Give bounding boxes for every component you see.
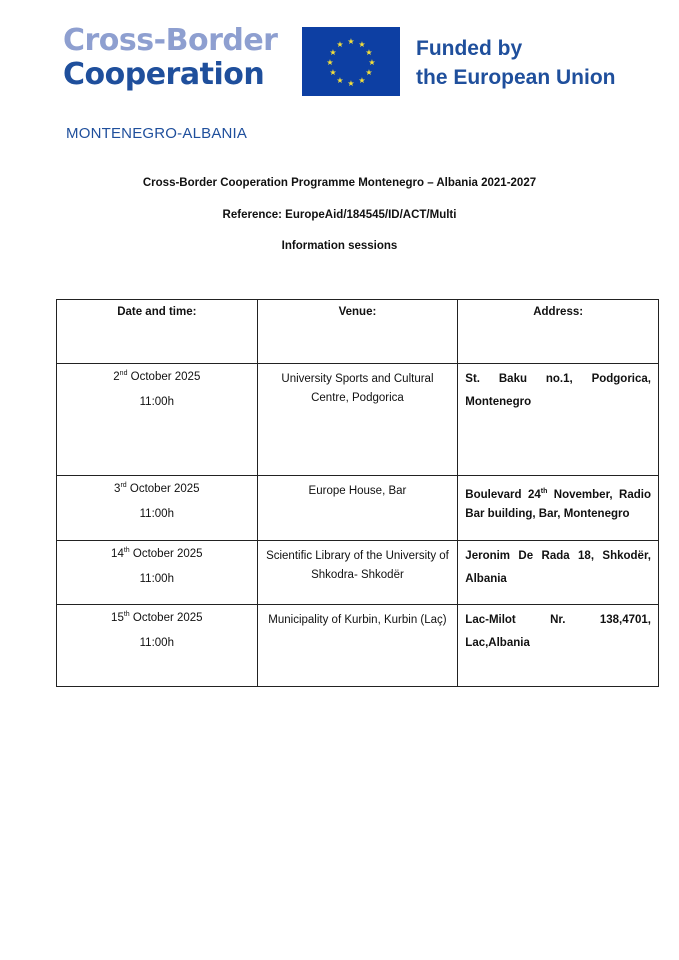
- venue-cell: Municipality of Kurbin, Kurbin (Laç): [257, 605, 458, 687]
- date-cell: [57, 541, 258, 605]
- svg-text:★: ★: [329, 68, 337, 77]
- funded-line-2: the European Union: [416, 66, 616, 89]
- venue-cell: Europe House, Bar: [257, 476, 458, 541]
- date-text: 14th October 2025: [111, 547, 203, 560]
- table-row: [57, 541, 659, 605]
- address-cell: St. Baku no.1, Podgorica, Montenegro: [458, 364, 659, 476]
- date-text: 15th October 2025: [111, 611, 203, 624]
- address-cell: Lac-Milot Nr. 138,4701, Lac,Albania: [458, 605, 659, 687]
- venue-cell: Scientific Library of the University of Shkodra- Shkodër: [257, 541, 458, 605]
- header-date: Date and time:: [57, 300, 258, 364]
- funded-by-eu-text: [416, 34, 616, 92]
- header-venue: Venue:: [257, 300, 458, 364]
- date-cell: [57, 476, 258, 541]
- time-text: 11:00h: [139, 636, 174, 649]
- svg-text:★: ★: [358, 76, 366, 85]
- eu-flag-icon: [302, 27, 400, 96]
- svg-text:★: ★: [368, 58, 376, 67]
- logo-line-2: Cooperation: [63, 57, 265, 92]
- date-text: 3rd October 2025: [114, 482, 200, 495]
- svg-text:★: ★: [326, 58, 334, 67]
- logo-line-1: Cross-Border: [63, 23, 278, 58]
- cross-border-cooperation-logo: [63, 24, 277, 92]
- document-reference: Reference: EuropeAid/184545/ID/ACT/Multi: [222, 209, 457, 221]
- table-row: [57, 605, 659, 687]
- svg-text:★: ★: [365, 48, 373, 57]
- programme-subtitle: MONTENEGRO-ALBANIA: [66, 125, 248, 142]
- information-sessions-table: [56, 299, 659, 687]
- funded-line-1: Funded by: [416, 37, 523, 60]
- document-title: Cross-Border Cooperation Programme Montenegro – Albania 2021-2027: [142, 177, 537, 189]
- table-row: [57, 364, 659, 476]
- table-header-row: [57, 300, 659, 364]
- date-cell: [57, 364, 258, 476]
- date-cell: [57, 605, 258, 687]
- venue-cell: University Sports and Cultural Centre, Podgorica: [257, 364, 458, 476]
- svg-text:★: ★: [336, 40, 344, 49]
- svg-text:★: ★: [336, 76, 344, 85]
- time-text: 11:00h: [139, 395, 174, 408]
- address-cell: Jeronim De Rada 18, Shkodër, Albania: [458, 541, 659, 605]
- svg-text:★: ★: [358, 40, 366, 49]
- header-address: Address:: [458, 300, 659, 364]
- svg-text:★: ★: [329, 48, 337, 57]
- svg-text:★: ★: [365, 68, 373, 77]
- time-text: 11:00h: [139, 572, 174, 585]
- svg-text:★: ★: [347, 37, 355, 46]
- table-row: [57, 476, 659, 541]
- time-text: 11:00h: [139, 507, 174, 520]
- svg-text:★: ★: [347, 79, 355, 88]
- address-cell: Boulevard 24th November, Radio Bar building, Bar, Montenegro: [458, 476, 659, 541]
- section-title: Information sessions: [281, 240, 398, 252]
- date-text: 2nd October 2025: [113, 370, 201, 383]
